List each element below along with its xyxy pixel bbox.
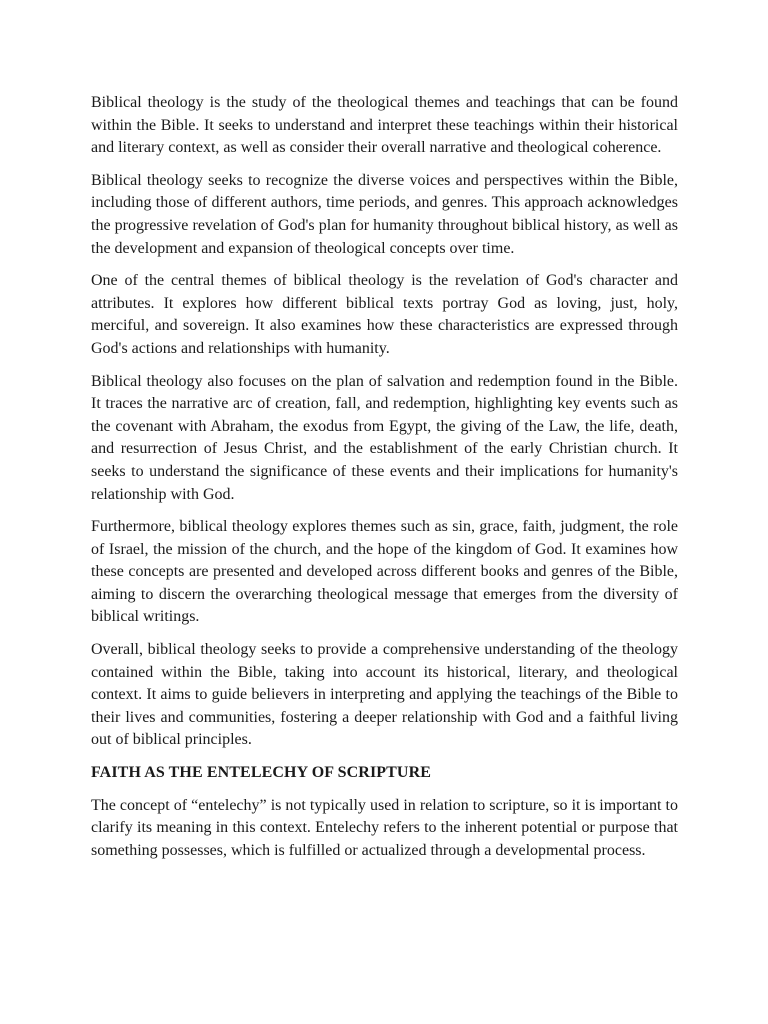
- paragraph-salvation: Biblical theology also focuses on the plan of salvation and redemption found in the Bible. It traces the narrative arc of creation, fall, and redemption, highlighting key events such as the covenant with Abraham, the exodus from Egypt, the giving of the Law, the life, death, and resurrection of Jesus Christ, and the establishment of the early Christian church. It seeks to understand the significance of these events and their implications for humanity's relationship with God.: [91, 372, 678, 503]
- paragraph-diverse-voices: Biblical theology seeks to recognize the diverse voices and perspectives within the Bible, including those of different authors, time periods, and genres. This approach acknowledges the progressive revelation of God's plan for humanity throughout biblical history, as well as the development and expansion of theological concepts over time.: [91, 171, 678, 257]
- paragraph-intro: Biblical theology is the study of the theological themes and teachings that can be found within the Bible. It seeks to understand and interpret these teachings within their historical and literary context, as well as consider their overall narrative and theological coherence.: [91, 94, 678, 157]
- section-heading: FAITH AS THE ENTELECHY OF SCRIPTURE: [91, 764, 432, 782]
- paragraph-entelechy: The concept of “entelechy” is not typically used in relation to scripture, so it is important to clarify its meaning in this context. Entelechy refers to the inherent potential or purpose that something possesses, which is fulfilled or actualized through a developmental process.: [91, 796, 678, 859]
- paragraph-gods-character: One of the central themes of biblical theology is the revelation of God's character and attributes. It explores how different biblical texts portray God as loving, just, holy, merciful, and sovereign. It also examines how these characteristics are expressed through God's actions and relationships with humanity.: [91, 272, 678, 357]
- paragraph-themes: Furthermore, biblical theology explores themes such as sin, grace, faith, judgment, the role of Israel, the mission of the church, and the hope of the kingdom of God. It examines how these concepts are presented and developed across different books and genres of the Bible, aiming to discern the overarching theological message that emerges from the diversity of biblical writings.: [91, 518, 678, 626]
- paragraph-overall: Overall, biblical theology seeks to provide a comprehensive understanding of the theology contained within the Bible, taking into account its historical, literary, and theological context. It aims to guide believers in interpreting and applying the teachings of the Bible to their lives and communities, fostering a deeper relationship with God and a faithful living out of biblical principles.: [91, 641, 678, 749]
